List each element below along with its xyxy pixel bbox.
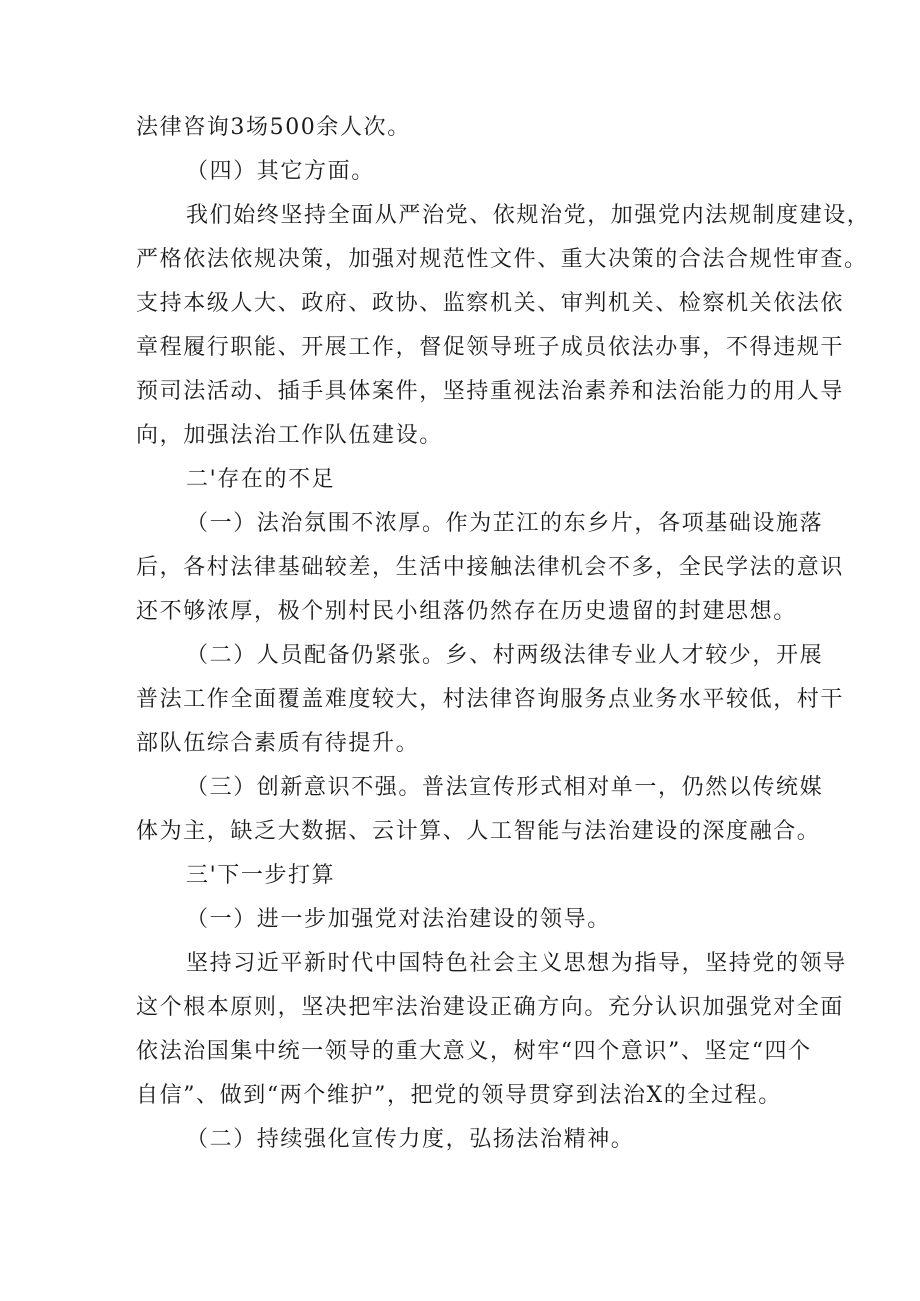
- body-line: 还不够浓厚，极个别村民小组落仍然存在历史遗留的封建思想。: [136, 599, 797, 624]
- body-line: 普法工作全面覆盖难度较大，村法律咨询服务点业务水平较低，村干: [136, 687, 845, 712]
- body-line: 向，加强法治工作队伍建设。: [136, 423, 443, 448]
- document-body: [136, 106, 871, 1162]
- body-line: 严格依法依规决策，加强对规范性文件、重大决策的合法合规性审查。: [136, 247, 868, 272]
- subsection-heading: （二）持续强化宣传力度，弘扬法治精神。: [186, 1127, 635, 1152]
- body-line: 章程履行职能、开展工作，督促领导班子成员依法办事，不得违规干: [136, 335, 845, 360]
- body-line: 支持本级人大、政府、政协、监察机关、审判机关、检察机关依法依: [136, 291, 845, 316]
- body-line: （三）创新意识不强。普法宣传形式相对单一，仍然以传统媒: [186, 775, 824, 800]
- body-line: 部队伍综合素质有待提升。: [136, 731, 420, 756]
- body-line: 预司法活动、插手具体案件，坚持重视法治素养和法治能力的用人导: [136, 379, 845, 404]
- section-heading-other: （四）其它方面。: [186, 159, 375, 184]
- body-line: （一）法治氛围不浓厚。作为芷江的东乡片，各项基础设施落: [186, 511, 824, 536]
- body-line: 体为主，缺乏大数据、云计算、人工智能与法治建设的深度融合。: [136, 819, 821, 844]
- body-line: 依法治国集中统一领导的重大意义，树牢“四个意识”、坚定“四个: [136, 1039, 812, 1064]
- body-line: 坚持习近平新时代中国特色社会主义思想为指导，坚持党的领导: [186, 951, 847, 976]
- body-line: （二）人员配备仍紧张。乡、村两级法律专业人才较少，开展: [186, 643, 824, 668]
- body-line: 这个根本原则，坚决把牢法治建设正确方向。充分认识加强党对全面: [136, 995, 845, 1020]
- section-heading-shortcomings: 二'存在的不足: [186, 467, 336, 492]
- section-heading-next-steps: 三'下一步打算: [186, 863, 336, 888]
- body-line: 法律咨询3场500余人次。: [136, 115, 411, 140]
- body-line: 后，各村法律基础较差，生活中接触法律机会不多，全民学法的意识: [136, 555, 845, 580]
- subsection-heading: （一）进一步加强党对法治建设的领导。: [186, 907, 611, 932]
- body-line: 自信”、做到“两个维护”，把党的领导贯穿到法治X的全过程。: [136, 1083, 782, 1108]
- body-line: 我们始终坚持全面从严治党、依规治党，加强党内法规制度建设，: [186, 203, 871, 228]
